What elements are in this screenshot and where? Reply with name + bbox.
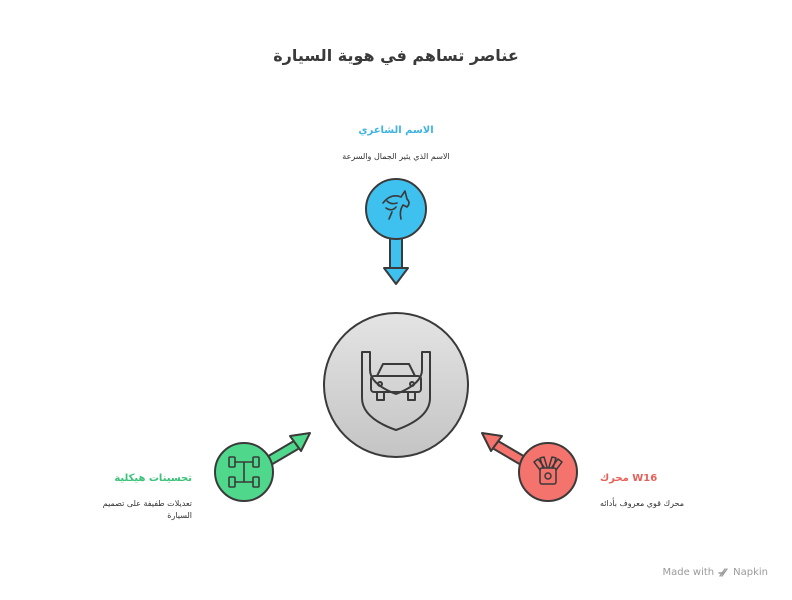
made-with-label: Made with (662, 567, 715, 578)
right-node-title: W16 محرك (600, 473, 658, 484)
napkin-brand: Napkin (733, 567, 768, 578)
top-node (366, 179, 426, 239)
left-node (215, 443, 273, 501)
footer-attribution (662, 567, 768, 578)
top-node-desc: الاسم الذي يثير الجمال والسرعة (342, 152, 450, 161)
left-node-title: تحسينات هيكلية (114, 473, 192, 484)
diagram-title: عناصر تساهم في هوية السيارة (273, 46, 519, 65)
right-node-desc: محرك قوي معروف بأدائه (600, 499, 684, 508)
napkin-logo-icon (718, 567, 729, 578)
center-node (324, 313, 468, 457)
left-node-desc: تعديلات طفيفة على تصميم السيارة (102, 499, 192, 520)
right-node (519, 443, 577, 501)
top-node-title: الاسم الشاعري (358, 125, 434, 136)
